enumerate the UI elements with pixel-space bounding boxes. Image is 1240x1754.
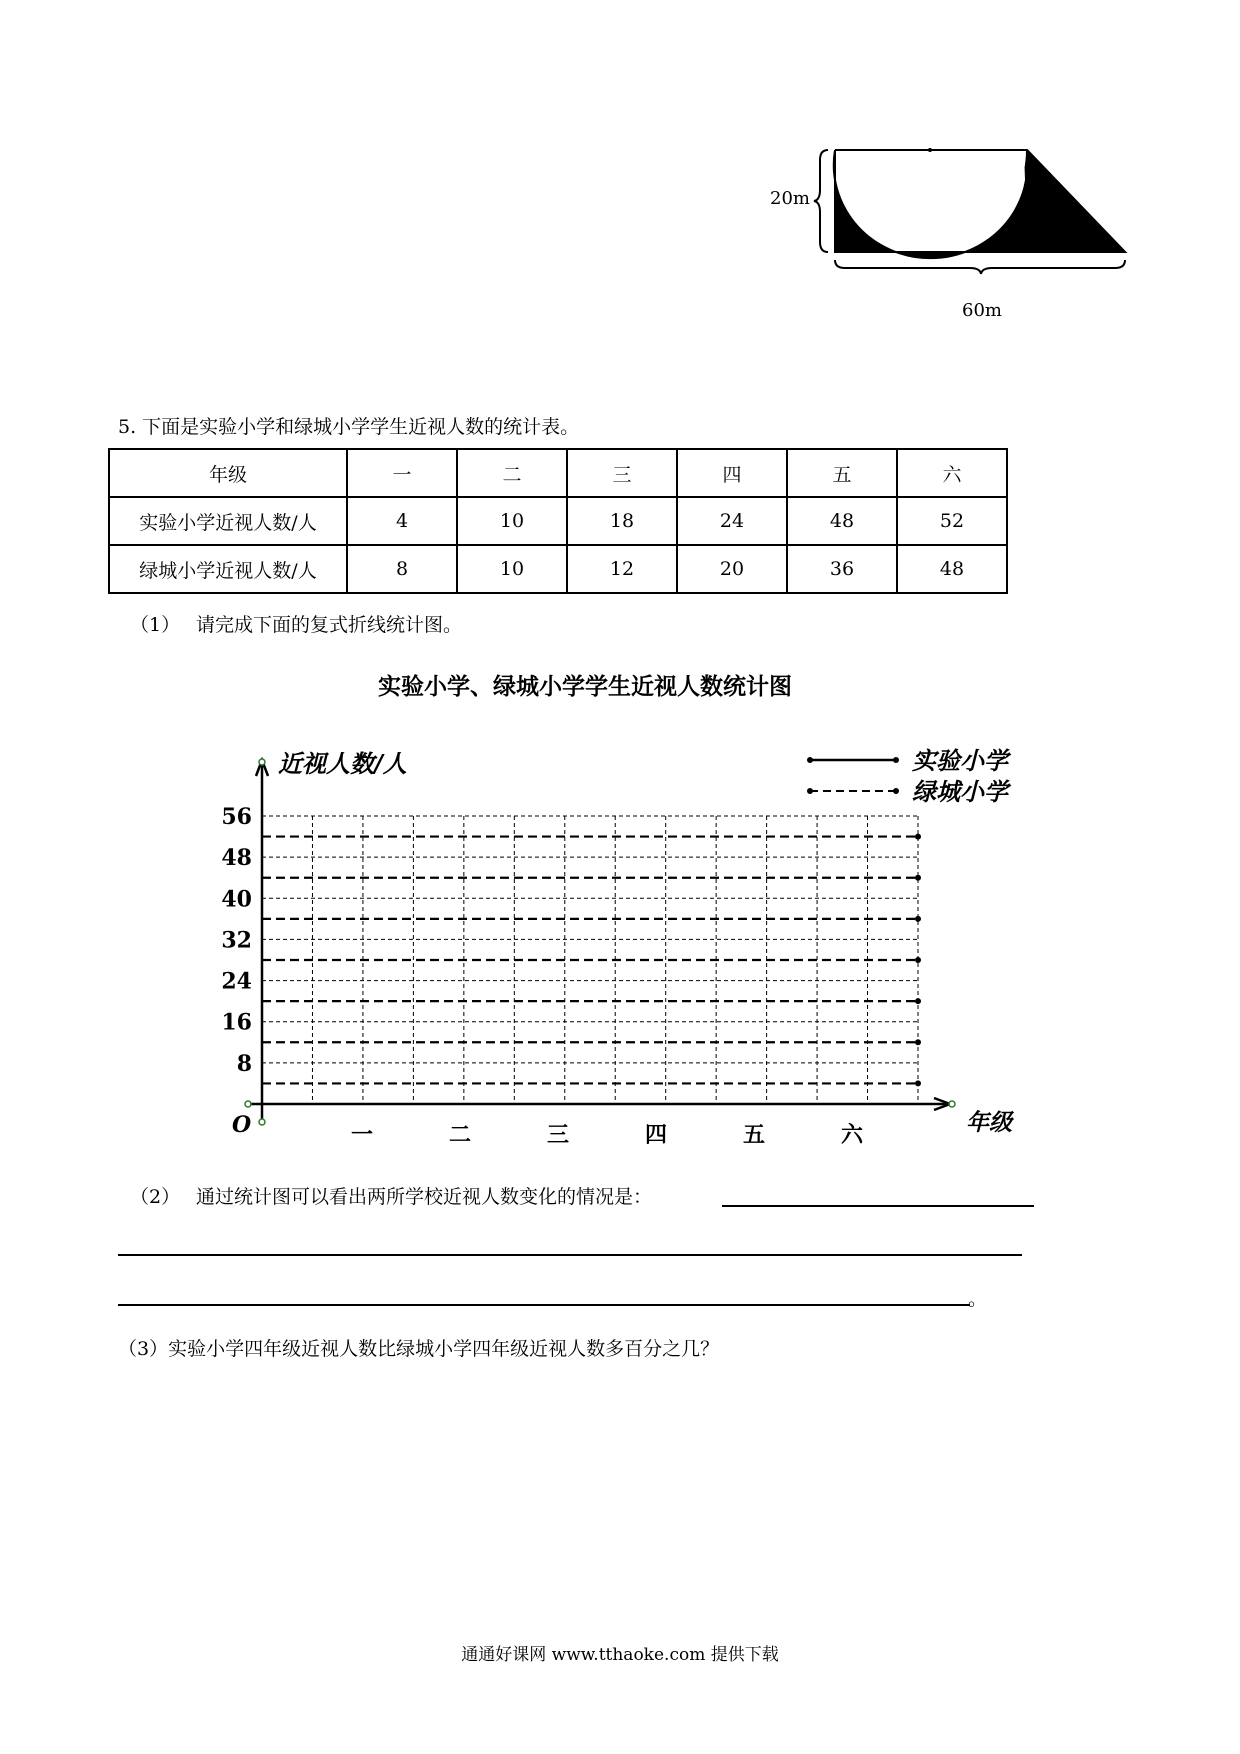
x-axis-label: 年级 xyxy=(966,1109,1012,1136)
line-chart xyxy=(0,740,1240,1160)
period: 。 xyxy=(968,1288,988,1310)
table-row xyxy=(109,545,1007,593)
footer: 通通好课网 www.tthaoke.com 提供下载 xyxy=(461,1645,779,1665)
chart-title: 实验小学、绿城小学学生近视人数统计图 xyxy=(378,673,792,700)
axis-end-dot xyxy=(259,1119,265,1125)
x-tick-label: 五 xyxy=(742,1122,766,1148)
table-header-row xyxy=(109,449,1007,497)
value-cell: 24 xyxy=(677,497,787,545)
grade-cell: 六 xyxy=(897,449,1007,497)
row-label: 实验小学近视人数/人 xyxy=(109,497,347,545)
row-label: 绿城小学近视人数/人 xyxy=(109,545,347,593)
part-1-text: 请完成下面的复式折线统计图。 xyxy=(196,614,463,636)
x-tick-label: 四 xyxy=(644,1122,668,1148)
legend-dot xyxy=(807,788,813,794)
answer-line-2[interactable] xyxy=(118,1254,1022,1256)
table-row xyxy=(109,497,1007,545)
legend-dot xyxy=(893,757,899,763)
y-tick-label: 24 xyxy=(221,968,252,995)
table-header-label: 年级 xyxy=(109,449,347,497)
x-tick-label: 三 xyxy=(546,1122,570,1148)
x-tick-label: 二 xyxy=(448,1122,472,1148)
height-label: 20m xyxy=(770,188,810,209)
stats-table xyxy=(108,448,1008,594)
chart-legend xyxy=(807,746,1012,806)
grade-cell: 五 xyxy=(787,449,897,497)
y-tick-label: 32 xyxy=(221,927,252,954)
value-cell: 48 xyxy=(787,497,897,545)
y-axis-label: 近视人数/人 xyxy=(278,749,407,778)
y-tick-label: 56 xyxy=(221,804,252,830)
value-cell: 18 xyxy=(567,497,677,545)
value-cell: 10 xyxy=(457,545,567,593)
legend-dot xyxy=(893,788,899,794)
y-tick-label: 40 xyxy=(221,886,252,913)
width-label: 60m xyxy=(962,300,1002,321)
y-tick-label: 8 xyxy=(236,1050,252,1077)
origin-label: O xyxy=(232,1112,252,1138)
question-5-intro: 5. 下面是实验小学和绿城小学学生近视人数的统计表。 xyxy=(118,416,580,438)
axis-end-dot xyxy=(949,1101,955,1107)
part-2-text: 通过统计图可以看出两所学校近视人数变化的情况是： xyxy=(196,1186,653,1208)
value-cell: 4 xyxy=(347,497,457,545)
grade-cell: 一 xyxy=(347,449,457,497)
geometry-figure xyxy=(770,140,1150,330)
chart-grid xyxy=(262,816,921,1104)
part-1-number: （1） xyxy=(130,614,181,636)
value-cell: 8 xyxy=(347,545,457,593)
value-cell: 52 xyxy=(897,497,1007,545)
value-cell: 20 xyxy=(677,545,787,593)
x-tick-label: 六 xyxy=(840,1122,864,1148)
axis-end-dot xyxy=(259,759,265,765)
y-tick-label: 48 xyxy=(221,845,252,872)
answer-line-3[interactable] xyxy=(118,1304,970,1306)
legend-dot xyxy=(807,757,813,763)
legend-label: 实验小学 xyxy=(912,746,1008,775)
grade-cell: 三 xyxy=(567,449,677,497)
part-2-number: （2） xyxy=(130,1186,181,1208)
value-cell: 12 xyxy=(567,545,677,593)
grade-cell: 四 xyxy=(677,449,787,497)
chart-axes xyxy=(245,759,955,1125)
value-cell: 10 xyxy=(457,497,567,545)
legend-label: 绿城小学 xyxy=(912,777,1008,806)
axis-end-dot xyxy=(245,1101,251,1107)
x-tick-label: 一 xyxy=(350,1122,374,1148)
value-cell: 36 xyxy=(787,545,897,593)
grade-cell: 二 xyxy=(457,449,567,497)
value-cell: 48 xyxy=(897,545,1007,593)
answer-line-1[interactable] xyxy=(722,1205,1034,1207)
y-tick-label: 16 xyxy=(221,1009,252,1036)
part-3-text: （3）实验小学四年级近视人数比绿城小学四年级近视人数多百分之几？ xyxy=(118,1338,720,1360)
